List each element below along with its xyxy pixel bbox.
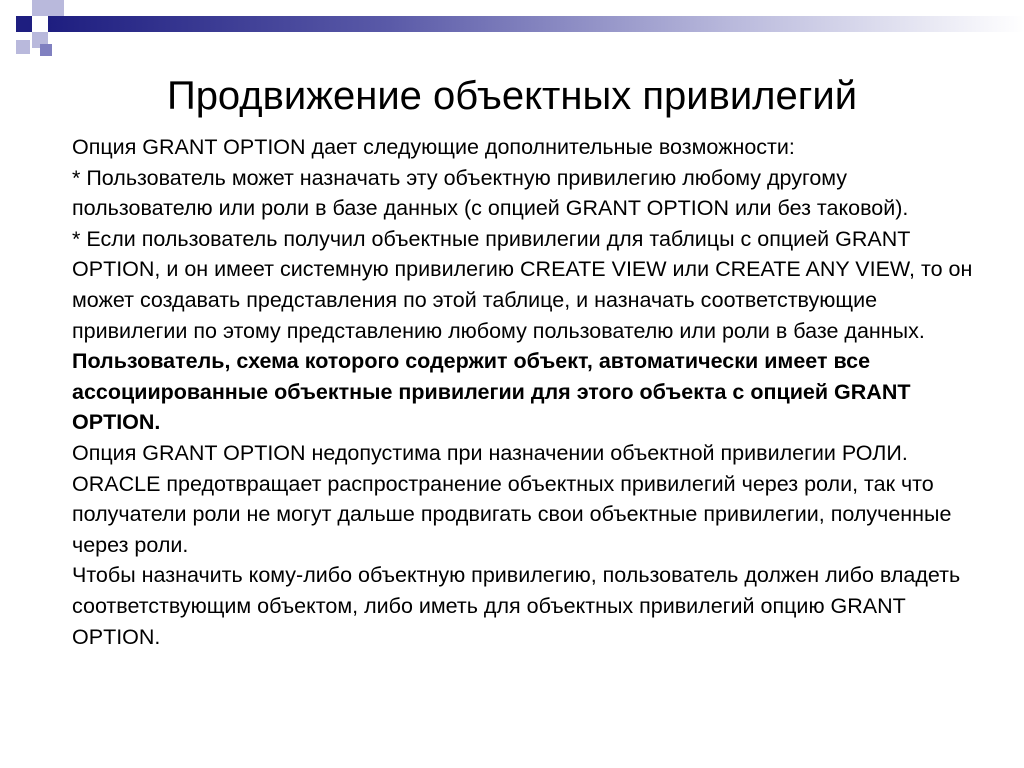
- paragraph-role-restriction: Опция GRANT OPTION недопустима при назначении объектной привилегии РОЛИ. ORACLE предотвращает распространение объектных привилегий через роли, так что получатели роли не могут дальше продвигать свои объектные привилегии, полученные через роли.: [72, 440, 952, 557]
- decor-square-mid: [40, 44, 52, 56]
- paragraph-owner-privileges: Пользователь, схема которого содержит объект, автоматически имеет все ассоциированные объектные привилегии для этого объекта с опцией GRANT OPTION.: [72, 349, 911, 435]
- decor-square-light: [32, 0, 48, 16]
- paragraph-how-to-grant: Чтобы назначить кому-либо объектную привилегию, пользователь должен либо владеть соответствующим объектом, либо иметь для объектных привилегий опцию GRANT OPTION.: [72, 563, 961, 649]
- decor-square-light: [48, 0, 64, 16]
- header-decoration: [0, 0, 1024, 60]
- header-gradient-bar: [48, 16, 1024, 32]
- decor-square-navy: [16, 16, 32, 32]
- decor-square-light: [16, 40, 30, 54]
- paragraph-bullet-assign: * Пользователь может назначать эту объектную привилегию любому другому пользователю или роли в базе данных (с опцией GRANT OPTION или без таковой).: [72, 165, 909, 221]
- paragraph-bullet-views: * Если пользователь получил объектные привилегии для таблицы с опцией GRANT OPTION, и он имеет системную привилегию CREATE VIEW или CREATE ANY VIEW, то он может создавать представления по этой таблице, и назначать соответствующие привилегии по этому представлению любому пользователю или роли в базе данных.: [72, 226, 973, 343]
- paragraph-grant-option-intro: Опция GRANT OPTION дает следующие дополнительные возможности:: [72, 135, 795, 159]
- slide-body: [72, 132, 992, 652]
- slide-title: Продвижение объектных привилегий: [166, 74, 858, 118]
